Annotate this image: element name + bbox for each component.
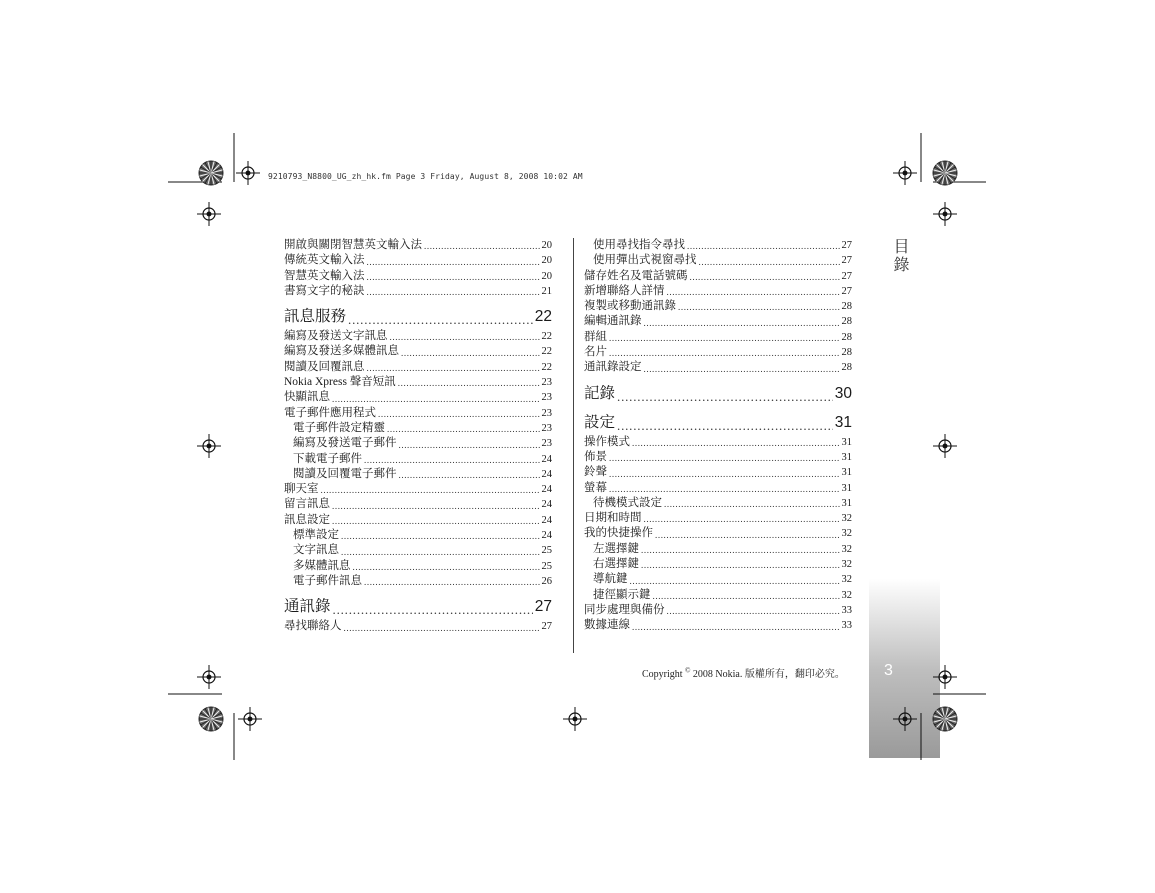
toc-entry-title: 日期和時間	[584, 512, 642, 525]
toc-entry-page: 27	[841, 285, 852, 297]
toc-entry-page: 24	[541, 484, 552, 496]
toc-entry-title: 通訊錄	[284, 598, 331, 616]
toc-entry-page: 26	[541, 575, 552, 587]
registration-target-icon	[933, 434, 957, 458]
toc-entry-page: 22	[534, 308, 552, 326]
toc-entry-title: 標準設定	[293, 529, 339, 542]
toc-entry-page: 32	[841, 513, 852, 525]
toc-entry-title: 聊天室	[284, 483, 319, 496]
toc-entry-title: 螢幕	[584, 481, 607, 494]
toc-entry-page: 20	[541, 270, 552, 282]
copyright-prefix: Copyright	[642, 669, 686, 680]
registration-target-icon	[197, 434, 221, 458]
toc-entry-title: 快顯訊息	[284, 391, 330, 404]
toc-entry-title: 複製或移動通訊錄	[584, 300, 676, 313]
toc-entry-page: 28	[841, 331, 852, 343]
toc-entry-title: 記錄	[584, 384, 616, 402]
toc-entry-page: 24	[541, 468, 552, 480]
toc-entry-page: 31	[834, 413, 852, 431]
toc-entry-title: 訊息設定	[284, 513, 330, 526]
toc-entry-title: 名片	[584, 346, 607, 359]
toc-entry-page: 31	[841, 436, 852, 448]
print-slug: 9210793_N8800_UG_zh_hk.fm Page 3 Friday, August 8, 2008 10:02 AM	[268, 172, 583, 181]
toc-entry-title: 閱讀及回覆訊息	[284, 360, 365, 373]
toc-entry-title: 使用尋找指令尋找	[593, 239, 685, 251]
toc-entry-page: 24	[541, 453, 552, 465]
toc-entry-title: 設定	[584, 413, 616, 431]
toc-entry-page: 22	[541, 346, 552, 358]
toc-entry-title: 導航鍵	[593, 573, 628, 586]
toc-entry-page: 28	[841, 362, 852, 374]
starburst-mark-icon	[199, 707, 223, 731]
toc-entry-title: 同步處理與備份	[584, 603, 665, 616]
toc-entry-page: 20	[541, 240, 552, 251]
toc-entry-title: 開啟與關閉智慧英文輸入法	[284, 239, 422, 251]
toc-entry-title: 使用彈出式視窗尋找	[593, 254, 697, 267]
chapter-title: 目錄	[891, 238, 910, 274]
toc-entry-title: 下載電子郵件	[293, 452, 362, 465]
registration-target-icon	[197, 665, 221, 689]
toc-entry-title: 左選擇鍵	[593, 542, 639, 555]
toc-entry-title: 數據連線	[584, 619, 630, 632]
toc-entry-page: 23	[541, 377, 552, 389]
registration-target-icon	[238, 707, 262, 731]
toc-entry-page: 21	[541, 285, 552, 297]
toc-entry-page: 31	[841, 467, 852, 479]
toc-entry-title: 編輯通訊錄	[584, 315, 642, 328]
toc-entry-page: 24	[541, 514, 552, 526]
toc-entry-title: 儲存姓名及電話號碼	[584, 269, 688, 282]
toc-entry-page: 28	[841, 316, 852, 328]
toc-entry-title: 尋找聯絡人	[284, 620, 342, 633]
toc-entry-title: 電子郵件應用程式	[284, 406, 376, 419]
toc-entry-title: 待機模式設定	[593, 496, 662, 509]
toc-entry-page: 22	[541, 331, 552, 343]
toc-entry-title: 書寫文字的秘訣	[284, 284, 365, 297]
toc-entry-page: 25	[541, 560, 552, 572]
toc-entry-title: 捷徑顯示鍵	[593, 588, 651, 601]
toc-entry-page: 33	[841, 604, 852, 616]
starburst-mark-icon	[933, 161, 957, 185]
copyright-suffix: 2008 Nokia. 版權所有，翻印必究。	[690, 669, 845, 680]
toc-entry-page: 28	[841, 347, 852, 359]
toc-entry-title: 我的快捷操作	[584, 527, 653, 540]
registration-target-icon	[236, 161, 260, 185]
toc-entry-page: 32	[841, 574, 852, 586]
toc-entry-title: 通訊錄設定	[584, 361, 642, 374]
toc-entry-page: 33	[841, 620, 852, 632]
toc-entry-title: 操作模式	[584, 435, 630, 448]
toc-entry-page: 32	[841, 589, 852, 601]
toc-entry-title: 智慧英文輸入法	[284, 269, 365, 282]
toc-entry-page: 32	[841, 528, 852, 540]
toc-entry-page: 31	[841, 497, 852, 509]
toc-entry-page: 24	[541, 499, 552, 511]
toc-entry-page: 27	[841, 255, 852, 267]
registration-target-icon	[933, 202, 957, 226]
toc-entry-page: 27	[841, 240, 852, 251]
registration-target-icon	[197, 202, 221, 226]
toc-entry-page: 23	[541, 392, 552, 404]
starburst-mark-icon	[933, 707, 957, 731]
toc-entry-title: 編寫及發送電子郵件	[293, 437, 397, 450]
toc-entry-title: 編寫及發送文字訊息	[284, 330, 388, 343]
registration-target-icon	[933, 665, 957, 689]
toc-entry-page: 28	[841, 301, 852, 313]
toc-entry-title: 傳統英文輸入法	[284, 254, 365, 267]
toc-entry-title: 新增聯絡人詳情	[584, 284, 665, 297]
toc-entry-title: 留言訊息	[284, 498, 330, 511]
toc-entry-title: 多媒體訊息	[293, 559, 351, 572]
page-number: 3	[884, 662, 893, 679]
registration-target-icon	[893, 707, 917, 731]
toc-entry-page: 30	[834, 384, 852, 402]
toc-entry-page: 20	[541, 255, 552, 267]
toc-entry-page: 32	[841, 559, 852, 571]
toc-entry-title: 編寫及發送多媒體訊息	[284, 345, 399, 358]
toc-entry-page: 25	[541, 545, 552, 557]
toc-entry-title: 鈴聲	[584, 466, 607, 479]
toc-entry-title: Nokia Xpress 聲音短訊	[284, 376, 396, 389]
toc-entry-page: 22	[541, 361, 552, 373]
toc-entry-title: 電子郵件訊息	[293, 574, 362, 587]
toc-entry-title: 電子郵件設定精靈	[293, 421, 385, 434]
toc-entry-title: 右選擇鍵	[593, 558, 639, 571]
toc-entry-page: 32	[841, 543, 852, 555]
toc-entry-title: 佈景	[584, 450, 607, 463]
toc-entry-page: 31	[841, 482, 852, 494]
toc-entry-title: 群組	[584, 330, 607, 343]
toc-entry-title: 訊息服務	[284, 308, 347, 326]
toc-entry-page: 23	[541, 407, 552, 419]
toc-entry-page: 31	[841, 451, 852, 463]
registration-target-icon	[893, 161, 917, 185]
toc-entry-page: 24	[541, 530, 552, 542]
toc-entry-page: 23	[541, 438, 552, 450]
toc-entry-title: 文字訊息	[293, 544, 339, 557]
toc-entry-title: 閱讀及回覆電子郵件	[293, 467, 397, 480]
toc-entry-page: 27	[541, 621, 552, 633]
toc-entry-page: 27	[534, 598, 552, 616]
copyright-symbol: ©	[685, 666, 691, 675]
registration-target-icon	[563, 707, 587, 731]
toc-entry-page: 27	[841, 270, 852, 282]
starburst-mark-icon	[199, 161, 223, 185]
toc-entry-page: 23	[541, 422, 552, 434]
